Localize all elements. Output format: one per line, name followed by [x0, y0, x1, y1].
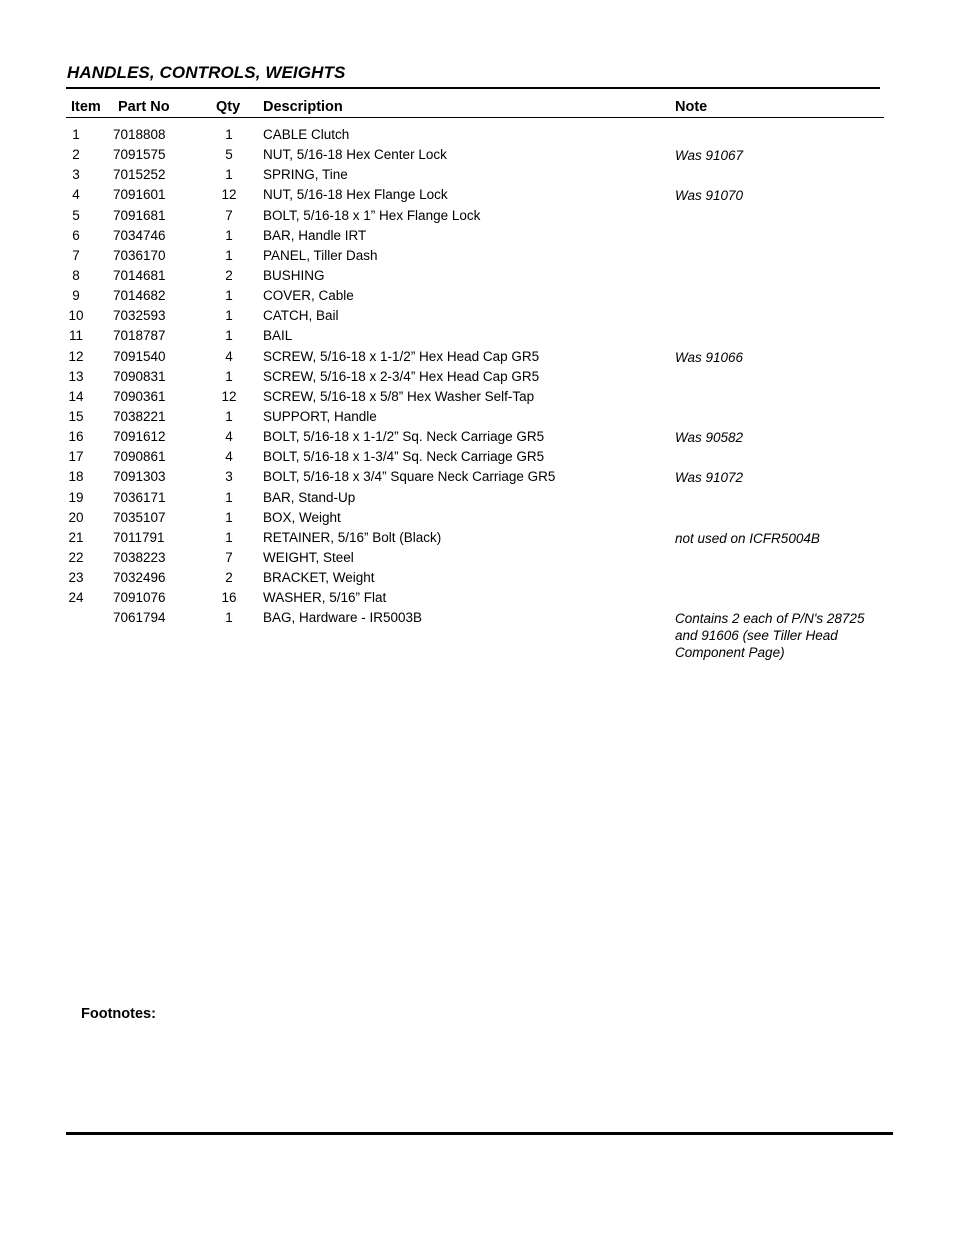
- note-cell: Was 91067: [675, 148, 744, 164]
- table-row: [0, 349, 954, 369]
- description-cell: RETAINER, 5/16” Bolt (Black): [263, 529, 442, 545]
- qty-cell: 4: [225, 449, 233, 465]
- description-cell: SUPPORT, Handle: [263, 408, 377, 424]
- column-header-note: Note: [675, 99, 708, 115]
- description-cell: CABLE Clutch: [263, 127, 350, 142]
- item-cell: 3: [72, 167, 80, 183]
- qty-cell: 1: [225, 328, 233, 344]
- qty-cell: 1: [225, 509, 233, 525]
- parts-table-body: [0, 127, 954, 664]
- item-cell: 6: [72, 227, 80, 243]
- part-no-cell: 7091303: [113, 469, 166, 485]
- header-divider: [66, 117, 884, 118]
- qty-cell: 1: [225, 247, 233, 263]
- part-no-cell: 7038221: [113, 408, 166, 424]
- description-cell: BOLT, 5/16-18 x 1-1/2” Sq. Neck Carriage GR5: [263, 429, 545, 445]
- item-cell: 9: [72, 288, 80, 304]
- table-row: [0, 308, 954, 328]
- note-cell: Was 91072: [675, 470, 744, 486]
- table-row: [0, 550, 954, 570]
- table-row: [0, 167, 954, 187]
- part-no-cell: 7061794: [113, 610, 166, 626]
- qty-cell: 12: [221, 388, 237, 404]
- description-cell: SCREW, 5/16-18 x 2-3/4” Hex Head Cap GR5: [263, 368, 540, 384]
- part-no-cell: 7091575: [113, 147, 166, 163]
- description-cell: WEIGHT, Steel: [263, 549, 354, 565]
- table-row: [0, 208, 954, 228]
- part-no-cell: 7018787: [113, 328, 166, 344]
- item-cell: 7: [72, 247, 80, 263]
- qty-cell: 5: [225, 147, 233, 163]
- item-cell: 21: [68, 529, 84, 545]
- description-cell: WASHER, 5/16” Flat: [263, 590, 387, 606]
- table-row: [0, 147, 954, 167]
- item-cell: 24: [68, 590, 84, 606]
- qty-cell: 7: [225, 207, 233, 223]
- qty-cell: 1: [225, 610, 233, 626]
- item-cell: 15: [68, 408, 84, 424]
- table-row: [0, 570, 954, 590]
- part-no-cell: 7035107: [113, 509, 166, 525]
- column-header-description: Description: [263, 99, 343, 115]
- table-row: [0, 127, 954, 147]
- qty-cell: 1: [225, 127, 233, 142]
- column-header-qty: Qty: [216, 99, 241, 115]
- table-row: [0, 268, 954, 288]
- table-row: [0, 610, 954, 664]
- table-row: [0, 530, 954, 550]
- item-cell: 4: [72, 187, 80, 203]
- table-row: [0, 288, 954, 308]
- description-cell: BOLT, 5/16-18 x 3/4” Square Neck Carriage GR5: [263, 469, 556, 485]
- part-no-cell: 7011791: [113, 529, 165, 545]
- title-divider: [66, 87, 880, 89]
- part-no-cell: 7091601: [113, 187, 166, 203]
- part-no-cell: 7034746: [113, 227, 166, 243]
- description-cell: PANEL, Tiller Dash: [263, 247, 378, 263]
- item-cell: 23: [68, 570, 84, 586]
- note-cell: Was 90582: [675, 430, 744, 446]
- part-no-cell: 7090361: [113, 388, 166, 404]
- description-cell: BUSHING: [263, 267, 325, 283]
- item-cell: 10: [68, 308, 84, 324]
- table-row: [0, 389, 954, 409]
- table-row: [0, 590, 954, 610]
- table-row: [0, 510, 954, 530]
- table-row: [0, 187, 954, 207]
- qty-cell: 1: [225, 368, 233, 384]
- item-cell: 17: [68, 449, 84, 465]
- qty-cell: 4: [225, 348, 233, 364]
- description-cell: BOLT, 5/16-18 x 1-3/4” Sq. Neck Carriage GR5: [263, 449, 545, 465]
- qty-cell: 1: [225, 489, 233, 505]
- part-no-cell: 7032496: [113, 570, 166, 586]
- item-cell: 13: [68, 368, 84, 384]
- qty-cell: 1: [225, 288, 233, 304]
- item-cell: 18: [68, 469, 84, 485]
- part-no-cell: 7018808: [113, 127, 166, 142]
- note-cell: Contains 2 each of P/N's 28725 and 91606 (see Tiller Head Component Page): [675, 611, 865, 661]
- item-cell: 19: [68, 489, 84, 505]
- table-row: [0, 248, 954, 268]
- part-no-cell: 7091540: [113, 348, 166, 364]
- item-cell: 20: [68, 509, 84, 525]
- part-no-cell: 7014681: [113, 267, 166, 283]
- part-no-cell: 7090861: [113, 449, 166, 465]
- description-cell: SCREW, 5/16-18 x 1-1/2” Hex Head Cap GR5: [263, 348, 540, 364]
- note-cell: Was 91070: [675, 188, 744, 204]
- footnotes-label: Footnotes:: [81, 1006, 156, 1022]
- qty-cell: 1: [225, 308, 233, 324]
- item-cell: 14: [68, 388, 84, 404]
- description-cell: BRACKET, Weight: [263, 570, 375, 586]
- part-no-cell: 7036170: [113, 247, 166, 263]
- description-cell: BOX, Weight: [263, 509, 341, 525]
- table-row: [0, 409, 954, 429]
- qty-cell: 16: [221, 590, 237, 606]
- column-header-item: Item: [71, 99, 101, 115]
- column-header-part-no: Part No: [118, 99, 170, 115]
- item-cell: 5: [72, 207, 80, 223]
- description-cell: BAR, Handle IRT: [263, 227, 367, 243]
- qty-cell: 7: [225, 549, 233, 565]
- table-row: [0, 369, 954, 389]
- note-cell: not used on ICFR5004B: [675, 530, 820, 546]
- item-cell: 1: [72, 127, 80, 142]
- item-cell: 22: [68, 549, 84, 565]
- description-cell: NUT, 5/16-18 Hex Flange Lock: [263, 187, 448, 203]
- part-no-cell: 7091612: [113, 429, 166, 445]
- part-no-cell: 7090831: [113, 368, 166, 384]
- description-cell: BAIL: [263, 328, 293, 344]
- qty-cell: 1: [225, 167, 233, 183]
- page-title: HANDLES, CONTROLS, WEIGHTS: [67, 63, 346, 82]
- part-no-cell: 7091076: [113, 590, 166, 606]
- qty-cell: 1: [225, 529, 233, 545]
- note-cell: Was 91066: [675, 349, 744, 365]
- description-cell: CATCH, Bail: [263, 308, 339, 324]
- qty-cell: 12: [221, 187, 237, 203]
- qty-cell: 3: [225, 469, 233, 485]
- part-no-cell: 7032593: [113, 308, 166, 324]
- qty-cell: 2: [225, 267, 233, 283]
- item-cell: 2: [72, 147, 80, 163]
- description-cell: BAG, Hardware - IR5003B: [263, 610, 423, 626]
- description-cell: SPRING, Tine: [263, 167, 348, 183]
- item-cell: 16: [68, 429, 84, 445]
- part-no-cell: 7038223: [113, 549, 166, 565]
- parts-table-header: [0, 99, 954, 119]
- item-cell: 8: [72, 267, 80, 283]
- part-no-cell: 7091681: [113, 207, 166, 223]
- item-cell: 12: [68, 348, 84, 364]
- description-cell: BOLT, 5/16-18 x 1” Hex Flange Lock: [263, 207, 481, 223]
- qty-cell: 1: [225, 227, 233, 243]
- table-row: [0, 328, 954, 348]
- description-cell: SCREW, 5/16-18 x 5/8” Hex Washer Self-Tap: [263, 388, 535, 404]
- table-row: [0, 449, 954, 469]
- description-cell: COVER, Cable: [263, 288, 354, 304]
- part-no-cell: 7015252: [113, 167, 166, 183]
- table-row: [0, 469, 954, 489]
- description-cell: NUT, 5/16-18 Hex Center Lock: [263, 147, 447, 163]
- table-row: [0, 228, 954, 248]
- bottom-divider: [66, 1132, 893, 1135]
- part-no-cell: 7036171: [113, 489, 166, 505]
- qty-cell: 4: [225, 429, 233, 445]
- part-no-cell: 7014682: [113, 288, 166, 304]
- qty-cell: 2: [225, 570, 233, 586]
- table-row: [0, 429, 954, 449]
- table-row: [0, 490, 954, 510]
- qty-cell: 1: [225, 408, 233, 424]
- item-cell: 11: [68, 328, 83, 344]
- description-cell: BAR, Stand-Up: [263, 489, 356, 505]
